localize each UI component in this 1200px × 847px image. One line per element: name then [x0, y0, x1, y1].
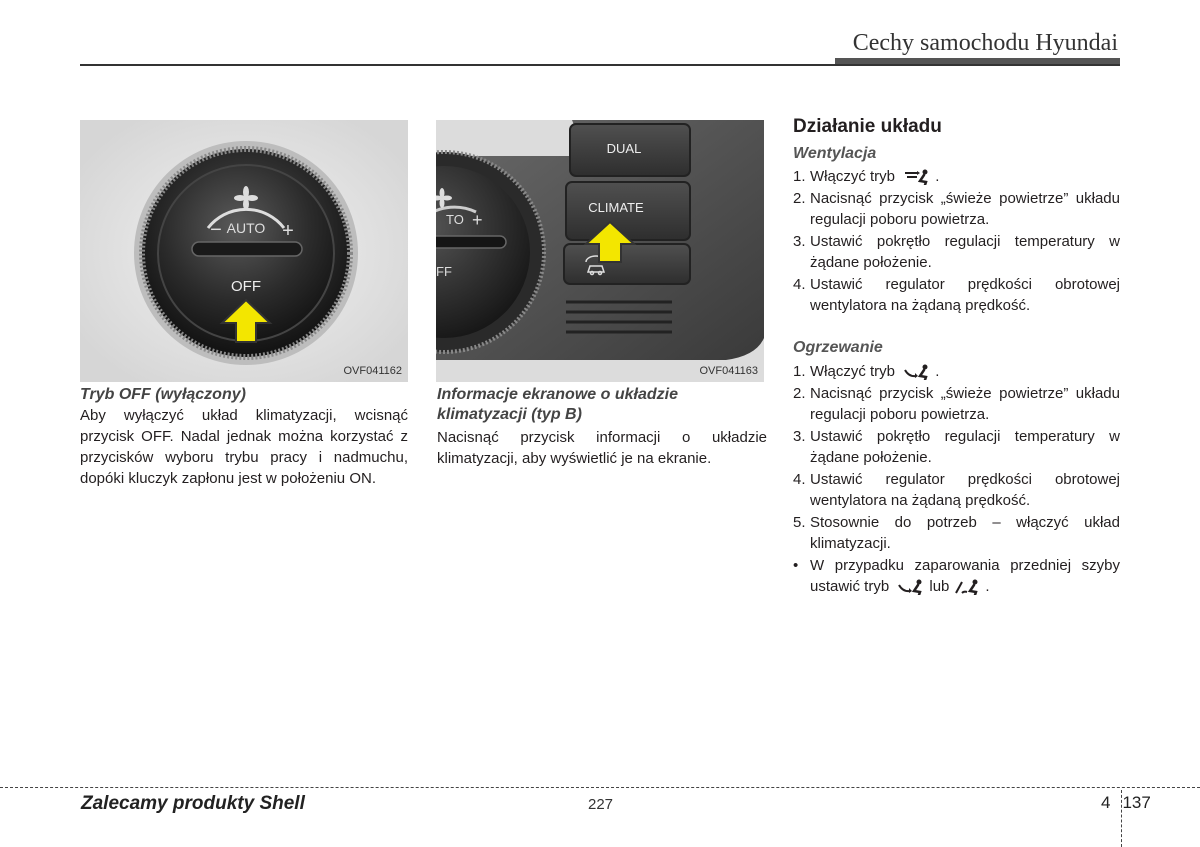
step-number: 3.	[793, 233, 806, 250]
recirculation-button	[564, 244, 690, 284]
step-number: 4.	[793, 471, 806, 488]
dual-label: DUAL	[606, 141, 642, 156]
step-text: Ustawić regulator prędkości obrotowej wentylatora na żądaną prędkość.	[810, 471, 1120, 509]
step-suffix: .	[935, 168, 940, 185]
floor-vent-icon	[903, 364, 931, 380]
list-item	[793, 469, 1120, 511]
list-item	[793, 555, 1120, 597]
bullet: •	[793, 557, 799, 574]
page-number-value: 137	[1122, 793, 1151, 812]
list-item	[793, 231, 1120, 273]
step-number: 2.	[793, 385, 806, 402]
knob-plus-label: +	[472, 210, 483, 230]
climate-label: CLIMATE	[588, 200, 644, 215]
step-text: Ustawić pokrętło regulacji temperatury w żądane położenie.	[810, 233, 1120, 271]
caption-body: Nacisnąć przycisk informacji o układzie klimatyzacji, aby wyświetlić je na ekranie.	[437, 429, 767, 467]
header-rule	[80, 64, 1120, 66]
step-suffix: .	[985, 578, 990, 595]
step-number: 1.	[793, 363, 806, 380]
step-number: 1.	[793, 168, 806, 185]
knob-plus-label: +	[282, 220, 294, 242]
page-number	[1101, 793, 1151, 813]
subsection-title: Wentylacja	[793, 145, 877, 162]
step-number: 4.	[793, 276, 806, 293]
step-number: 5.	[793, 514, 806, 531]
list-item	[793, 188, 1120, 230]
footer-center-number: 227	[588, 796, 614, 813]
floor-vent-icon	[897, 579, 925, 595]
figure-off-knob	[80, 120, 408, 382]
figure-climate-button	[436, 120, 764, 382]
figure-code: OVF041162	[343, 365, 402, 377]
step-text: Włączyć tryb	[810, 168, 896, 185]
step-text: Ustawić pokrętło regulacji temperatury w żądane położenie.	[810, 428, 1120, 466]
list-item	[793, 512, 1120, 554]
floor-defrost-icon	[953, 579, 981, 595]
figure-code: OVF041163	[699, 365, 758, 377]
step-number: 3.	[793, 428, 806, 445]
heating-steps	[793, 361, 1120, 598]
list-item	[793, 166, 1120, 187]
footer-divider	[1121, 790, 1122, 847]
step-mid: lub	[929, 578, 950, 595]
chapter-number: 4	[1101, 793, 1111, 812]
knob-auto-label: AUTO	[226, 220, 266, 236]
knob-minus-label: −	[210, 219, 222, 241]
climate-panel-illustration	[436, 120, 764, 382]
step-number: 2.	[793, 190, 806, 207]
list-item	[793, 274, 1120, 316]
step-text: Nacisnąć przycisk „świeże powietrze” układu regulacji poboru powietrza.	[810, 385, 1120, 423]
step-text: W przypadku zaparowania przedniej szyby ustawić tryb	[810, 557, 1120, 595]
footer-rule	[0, 787, 1200, 788]
caption-title: Tryb OFF (wyłączony)	[80, 386, 246, 403]
list-item	[793, 361, 1120, 382]
off-knob-illustration	[80, 120, 408, 382]
step-suffix: .	[935, 363, 940, 380]
knob-off-label: OFF	[231, 278, 261, 295]
caption-body: Aby wyłączyć układ klimatyzacji, wcisnąć przycisk OFF. Nadal jednak można korzystać z przycisków wyboru trybu pracy i nadmuchu, dopóki kluczyk zapłonu jest w położeniu ON.	[80, 407, 408, 487]
ventilation-steps	[793, 166, 1120, 317]
knob-auto-fragment: TO	[446, 212, 464, 227]
footer-slogan: Zalecamy produkty Shell	[81, 793, 305, 814]
caption-title: Informacje ekranowe o układzie klimatyzacji (typ B)	[437, 386, 678, 423]
step-text: Ustawić regulator prędkości obrotowej wentylatora na żądaną prędkość.	[810, 276, 1120, 314]
header-title: Cechy samochodu Hyundai	[852, 30, 1118, 56]
face-vent-icon	[903, 169, 931, 185]
subsection-title: Ogrzewanie	[793, 339, 883, 356]
list-item	[793, 383, 1120, 425]
knob-off-fragment: FF	[436, 264, 452, 279]
section-title: Działanie układu	[793, 116, 942, 137]
step-text: Stosownie do potrzeb – włączyć układ klimatyzacji.	[810, 514, 1120, 552]
step-text: Nacisnąć przycisk „świeże powietrze” układu regulacji poboru powietrza.	[810, 190, 1120, 228]
list-item	[793, 426, 1120, 468]
step-text: Włączyć tryb	[810, 363, 896, 380]
